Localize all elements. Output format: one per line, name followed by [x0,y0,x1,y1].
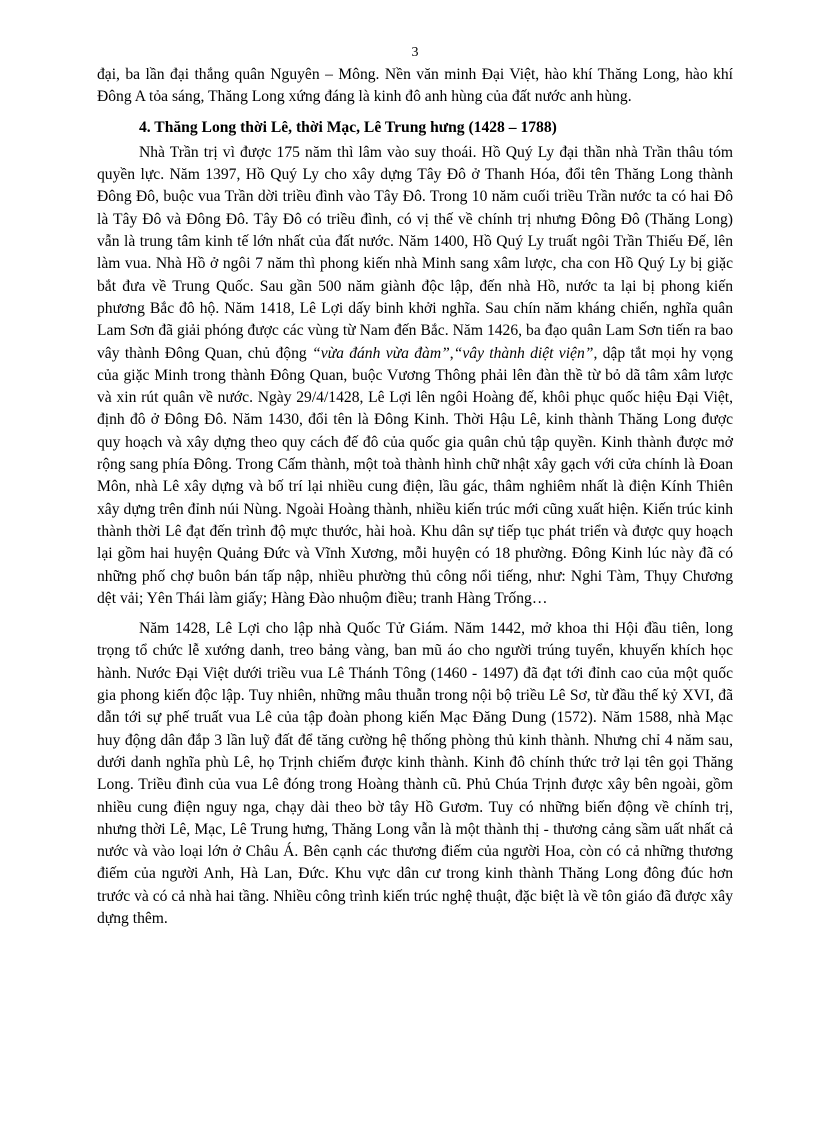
paragraph-1 [97,142,733,610]
document-page [97,42,733,930]
section-heading: 4. Thăng Long thời Lê, thời Mạc, Lê Trung hưng (1428 – 1788) [139,118,557,136]
paragraph-1-text-b: , dập tắt mọi hy vọng của giặc Minh trong thành Đông Quan, buộc Vương Thông phải lên đàn thề từ bỏ dã tâm xâm lược và xin rút quân về nước. Ngày 29/4/1428, Lê Lợi lên ngôi Hoàng đế, khôi phục quốc hiệu Đại Việt, định đô ở Đông Đô. Năm 1430, đổi tên là Đông Kinh. Thời Hậu Lê, kinh thành Thăng Long được quy hoạch và xây dựng theo quy cách đế đô của quốc gia quân chủ tập quyền. Kinh thành được mở rộng sang phía Đông. Trong Cấm thành, một toà thành hình chữ nhật xây gạch với cửa chính là Đoan Môn, nhà Lê xây dựng và bố trí lại nhiều cung điện, lầu gác, thâm nghiêm nhất là điện Kính Thiên xây dựng trên đỉnh núi Nùng. Ngoài Hoàng thành, nhiều kiến trúc mới cũng xuất hiện. Kiến trúc kinh thành thời Lê đạt đến trình độ mực thước, hài hoà. Khu dân sự tiếp tục phát triển và được quy hoạch lại gồm hai huyện Quảng Đức và Vĩnh Xương, mỗi huyện có 18 phường. Đông Kinh lúc này đã có những phố chợ buôn bán tấp nập, nhiều phường thủ công nổi tiếng, như: Nghi Tàm, Thụy Chương dệt vải; Yên Thái làm giấy; Hàng Đào nhuộm điều; tranh Hàng Trống… [97,344,733,607]
quote-vay-thanh-diet-vien: “vây thành diệt viện” [453,344,594,362]
paragraph-1-text-a: Nhà Trần trị vì được 175 năm thì lâm vào suy thoái. Hồ Quý Ly đại thần nhà Trần thâu tóm quyền lực. Năm 1397, Hồ Quý Ly cho xây dựng Tây Đô ở Thanh Hóa, đổi tên Thăng Long thành Đông Đô, buộc vua Trần dời triều đình vào Tây Đô. Trong 10 năm cuối triều Trần nước ta có hai Đô là Tây Đô và Đông Đô. Tây Đô có triều đình, có vị thế về chính trị nhưng Đông Đô (Thăng Long) vẫn là trung tâm kinh tế lớn nhất của đất nước. Năm 1400, Hồ Quý Ly truất ngôi Trần Thiếu Đế, lên làm vua. Nhà Hồ ở ngôi 7 năm thì phong kiến nhà Minh sang xâm lược, cha con Hồ Quý Ly bị giặc bắt đưa về Trung Quốc. Sau gần 500 năm giành độc lập, đến nhà Hồ, nước ta lại bị phong kiến phương Bắc đô hộ. Năm 1418, Lê Lợi dấy binh khởi nghĩa. Sau chín năm kháng chiến, nghĩa quân Lam Sơn đã giải phóng được các vùng từ Nam đến Bắc. Năm 1426, ba đạo quân Lam Sơn tiến ra bao vây thành Đông Quan, chủ động [97,143,733,362]
quote-vua-danh-vua-dam: “vừa đánh vừa đàm” [312,344,450,362]
paragraph-2: Năm 1428, Lê Lợi cho lập nhà Quốc Tử Giám. Năm 1442, mở khoa thi Hội đầu tiên, long trọng tổ chức lễ xướng danh, treo bảng vàng, ban mũ áo cho người trúng tuyển, khuyến khích học hành. Nước Đại Việt dưới triều vua Lê Thánh Tông (1460 - 1497) đã đạt tới đỉnh cao của một quốc gia phong kiến độc lập. Tuy nhiên, những mâu thuẫn trong nội bộ triều Lê Sơ, từ đầu thế kỷ XVI, đã dẫn tới sự phế truất vua Lê của tập đoàn phong kiến Mạc Đăng Dung (1572). Năm 1588, nhà Mạc huy động dân đắp 3 lần luỹ đất để tăng cường hệ thống phòng thủ kinh thành. Nhưng chỉ 4 năm sau, dưới danh nghĩa phù Lê, họ Trịnh chiếm được kinh thành. Kinh đô chính thức trở lại tên gọi Thăng Long. Triều đình của vua Lê đóng trong Hoàng thành cũ. Phủ Chúa Trịnh được xây bên ngoài, gồm nhiều cung điện nguy nga, chạy dài theo bờ tây Hồ Gươm. Tuy có những biến động về chính trị, nhưng thời Lê, Mạc, Lê Trung hưng, Thăng Long vẫn là một thành thị - thương cảng sầm uất nhất cả nước và vào loại lớn ở Châu Á. Bên cạnh các thương điếm của người Hoa, còn có cả những thương điếm của người Anh, Hà Lan, Đức. Khu vực dân cư trong kinh thành Thăng Long đông đúc hơn trước và có cả nhà hai tầng. Nhiều công trình kiến trúc nghệ thuật, đặc biệt là về tôn giáo đã được xây dựng thêm. [97,620,733,927]
quote-separator: , [449,344,454,362]
page-number: 3 [411,45,419,60]
intro-paragraph: đại, ba lần đại thắng quân Nguyên – Mông. Nền văn minh Đại Việt, hào khí Thăng Long, hào khí Đông A tỏa sáng, Thăng Long xứng đáng là kinh đô anh hùng của đất nước anh hùng. [97,66,733,106]
